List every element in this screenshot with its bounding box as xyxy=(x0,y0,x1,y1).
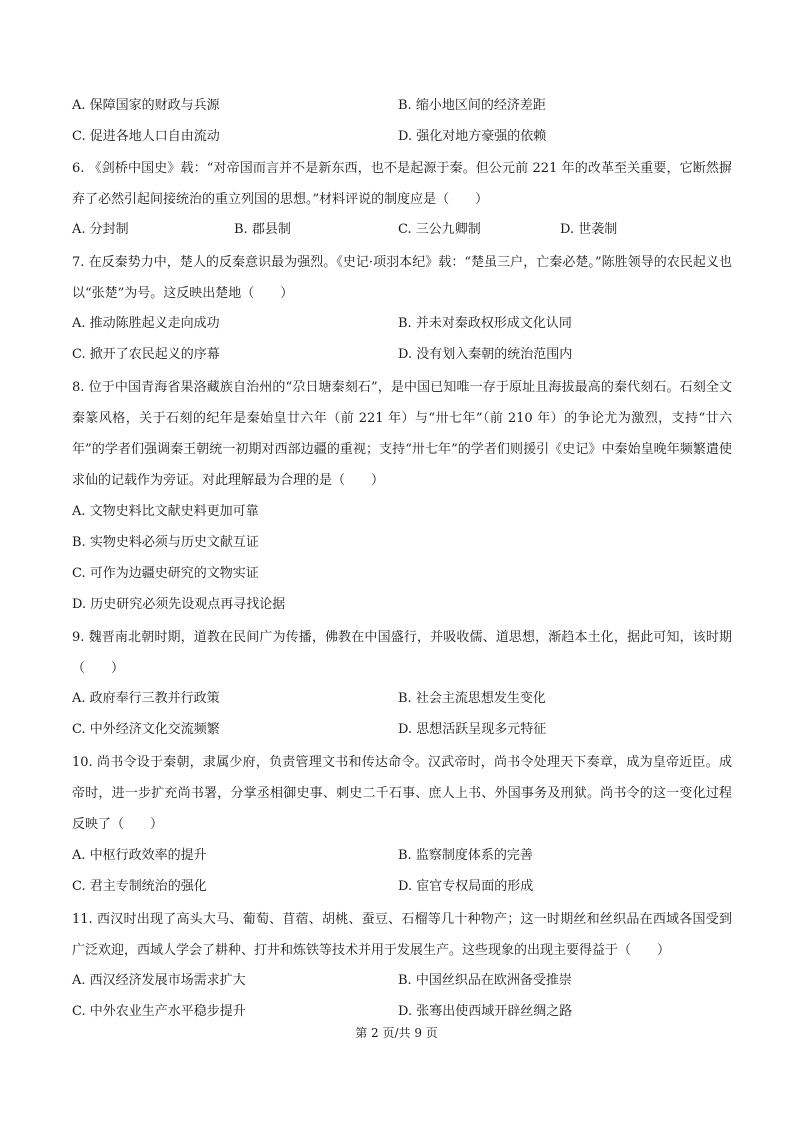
q7-option-c[interactable]: C. 掀开了农民起义的序幕 xyxy=(72,347,220,362)
q6-option-b[interactable]: B. 郡县制 xyxy=(234,222,291,237)
q11-options-row-2 xyxy=(72,1002,732,1022)
q6-option-a[interactable]: A. 分封制 xyxy=(72,222,129,237)
q11-option-c[interactable]: C. 中外农业生产水平稳步提升 xyxy=(72,1004,246,1019)
q9-stem: 9. 魏晋南北朝时期，道教在民间广为传播，佛教在中国盛行，并吸收儒、道思想，渐趋本土化，据此可知，该时期（ ） xyxy=(72,630,732,676)
q8-option-b-row xyxy=(72,533,732,553)
q5-option-c[interactable]: C. 促进各地人口自由流动 xyxy=(72,129,220,144)
q5-option-a[interactable]: A. 保障国家的财政与兵源 xyxy=(72,98,220,113)
q11-option-a[interactable]: A. 西汉经济发展市场需求扩大 xyxy=(72,973,246,988)
q6-option-c[interactable]: C. 三公九卿制 xyxy=(398,222,481,237)
q6-stem: 6. 《剑桥中国史》载：“对帝国而言并不是新东西，也不是起源于秦。但公元前 221 年的改革至关重要，它断然摒弃了必然引起间接统治的重立列国的思想。”材料评说的制度应是（ ） xyxy=(72,161,732,207)
q5-option-b[interactable]: B. 缩小地区间的经济差距 xyxy=(398,98,546,113)
q9-option-d[interactable]: D. 思想活跃呈现多元特征 xyxy=(398,722,547,737)
q8-option-c-row xyxy=(72,564,732,584)
q8-option-d-row xyxy=(72,595,732,615)
q5-options-row-1 xyxy=(72,96,732,116)
q8-option-a-row xyxy=(72,502,732,522)
q8-option-d[interactable]: D. 历史研究必须先设观点再寻找论据 xyxy=(72,597,286,612)
q9-options-row-1 xyxy=(72,689,732,709)
q9-option-c[interactable]: C. 中外经济文化交流频繁 xyxy=(72,722,220,737)
q7-options-row-1 xyxy=(72,314,732,334)
q10-stem: 10. 尚书令设于秦朝，隶属少府，负责管理文书和传达命令。汉武帝时，尚书令处理天下奏章，成为皇帝近臣。成帝时，进一步扩充尚书署，分掌丞相御史事、刺史二千石事、庶人上书、外国事务及刑狱。尚书令的这一变化过程反映了（ ） xyxy=(72,755,732,832)
q8-stem: 8. 位于中国青海省果洛藏族自治州的“尕日塘秦刻石”，是中国已知唯一存于原址且海拔最高的秦代刻石。石刻全文秦篆风格，关于石刻的纪年是秦始皇廿六年（前 221 年）与“卅七年”（前 210 年）的争论尤为激烈，支持“廿六年”的学者们强调秦王朝统一初期对西部边疆的重视；支持“卅七年”的学者们则援引《史记》中秦始皇晚年频繁遣使求仙的记载作为旁证。对此理解最为合理的是（ ） xyxy=(72,380,732,488)
q7-option-a[interactable]: A. 推动陈胜起义走向成功 xyxy=(72,316,220,331)
q10-options-row-1 xyxy=(72,846,732,866)
q5-option-d[interactable]: D. 强化对地方豪强的依赖 xyxy=(398,129,547,144)
q8-option-c[interactable]: C. 可作为边疆史研究的文物实证 xyxy=(72,566,259,581)
q7-stem: 7. 在反秦势力中，楚人的反秦意识最为强烈。《史记·项羽本纪》载：“楚虽三户，亡秦必楚。”陈胜领导的农民起义也以“张楚”为号。这反映出楚地（ ） xyxy=(72,255,732,301)
q7-option-b[interactable]: B. 并未对秦政权形成文化认同 xyxy=(398,316,572,331)
q11-option-b[interactable]: B. 中国丝织品在欧洲备受推崇 xyxy=(398,973,572,988)
q6-options-row xyxy=(72,220,732,240)
q10-option-b[interactable]: B. 监察制度体系的完善 xyxy=(398,848,533,863)
q7-option-d[interactable]: D. 没有划入秦朝的统治范围内 xyxy=(398,347,573,362)
q10-options-row-2 xyxy=(72,877,732,897)
q10-option-a[interactable]: A. 中枢行政效率的提升 xyxy=(72,848,207,863)
q10-option-c[interactable]: C. 君主专制统治的强化 xyxy=(72,879,207,894)
q8-option-a[interactable]: A. 文物史料比文献史料更加可靠 xyxy=(72,504,259,519)
q9-options-row-2 xyxy=(72,720,732,740)
page-number-footer: 第 2 页/共 9 页 xyxy=(355,1026,438,1040)
q9-option-b[interactable]: B. 社会主流思想发生变化 xyxy=(398,691,546,706)
q8-option-b[interactable]: B. 实物史料必须与历史文献互证 xyxy=(72,535,259,550)
q5-options-row-2 xyxy=(72,127,732,147)
q9-option-a[interactable]: A. 政府奉行三教并行政策 xyxy=(72,691,220,706)
q10-option-d[interactable]: D. 宦官专权局面的形成 xyxy=(398,879,534,894)
q11-options-row-1 xyxy=(72,971,732,991)
q11-option-d[interactable]: D. 张骞出使西域开辟丝绸之路 xyxy=(398,1004,573,1019)
q11-stem: 11. 西汉时出现了高头大马、葡萄、苜蓿、胡桃、蚕豆、石榴等几十种物产；这一时期丝和丝织品在西域各国受到广泛欢迎，西域人学会了耕种、打井和炼铁等技术并用于发展生产。这些现象的出现主要得益于（ ） xyxy=(72,912,732,958)
q6-option-d[interactable]: D. 世袭制 xyxy=(560,222,618,237)
q7-options-row-2 xyxy=(72,345,732,365)
